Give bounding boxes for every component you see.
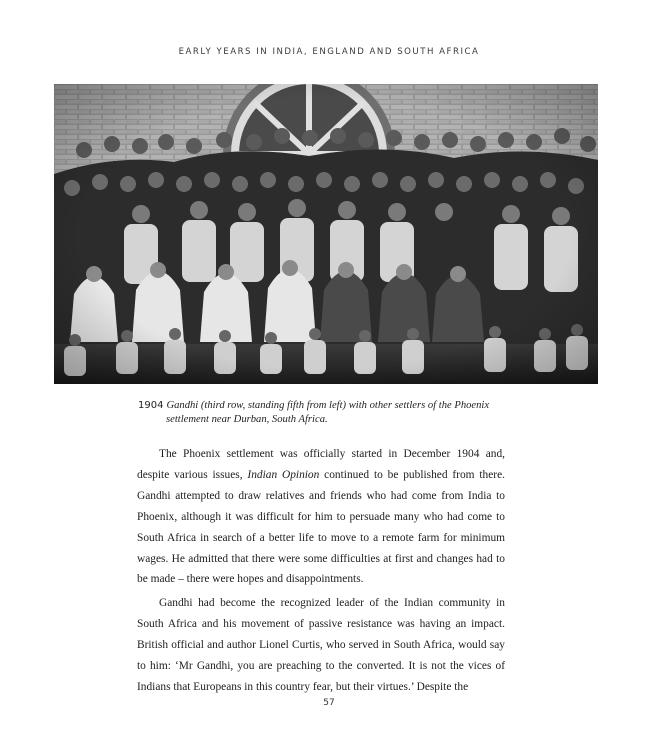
photo-caption — [138, 399, 518, 427]
paragraph-1 — [137, 444, 505, 590]
paragraph-2: Gandhi had become the recognized leader of the Indian community in South Africa and his movement of passive resistance was having an impact. British official and author Lionel Curtis, who served in South Africa, would say to him: ‘Mr Gandhi, you are preaching to the converted. It is not the vices of Indians that Europeans in this country fear, but their virtues.’ Despite the — [137, 597, 505, 693]
body-text — [137, 444, 505, 701]
caption-line-2: settlement near Durban, South Africa. — [166, 414, 328, 425]
paragraph-1-part-2: continued to be published from there. Gandhi attempted to draw relatives and friends who had come from India to Phoenix, although it was difficult for him to persuade many who had come to South Africa in search of a better life to move to a remote farm for minimum wages. He admitted that there were some difficulties at first and changes had to be made – there were hopes and disappointments. — [137, 468, 505, 586]
photograph-image — [54, 84, 598, 384]
paragraph-1-part-1: The Phoenix settlement was officially started in December 1904 and, despite various issues, — [137, 448, 505, 481]
caption-year: 1904 — [138, 400, 164, 411]
page-number: 57 — [323, 698, 335, 708]
running-head: EARLY YEARS IN INDIA, ENGLAND AND SOUTH AFRICA — [178, 47, 480, 57]
paragraph-1-italic: Indian Opinion — [247, 468, 320, 481]
group-photograph — [54, 84, 598, 384]
caption-line-1: Gandhi (third row, standing fifth from left) with other settlers of the Phoenix — [166, 400, 490, 411]
